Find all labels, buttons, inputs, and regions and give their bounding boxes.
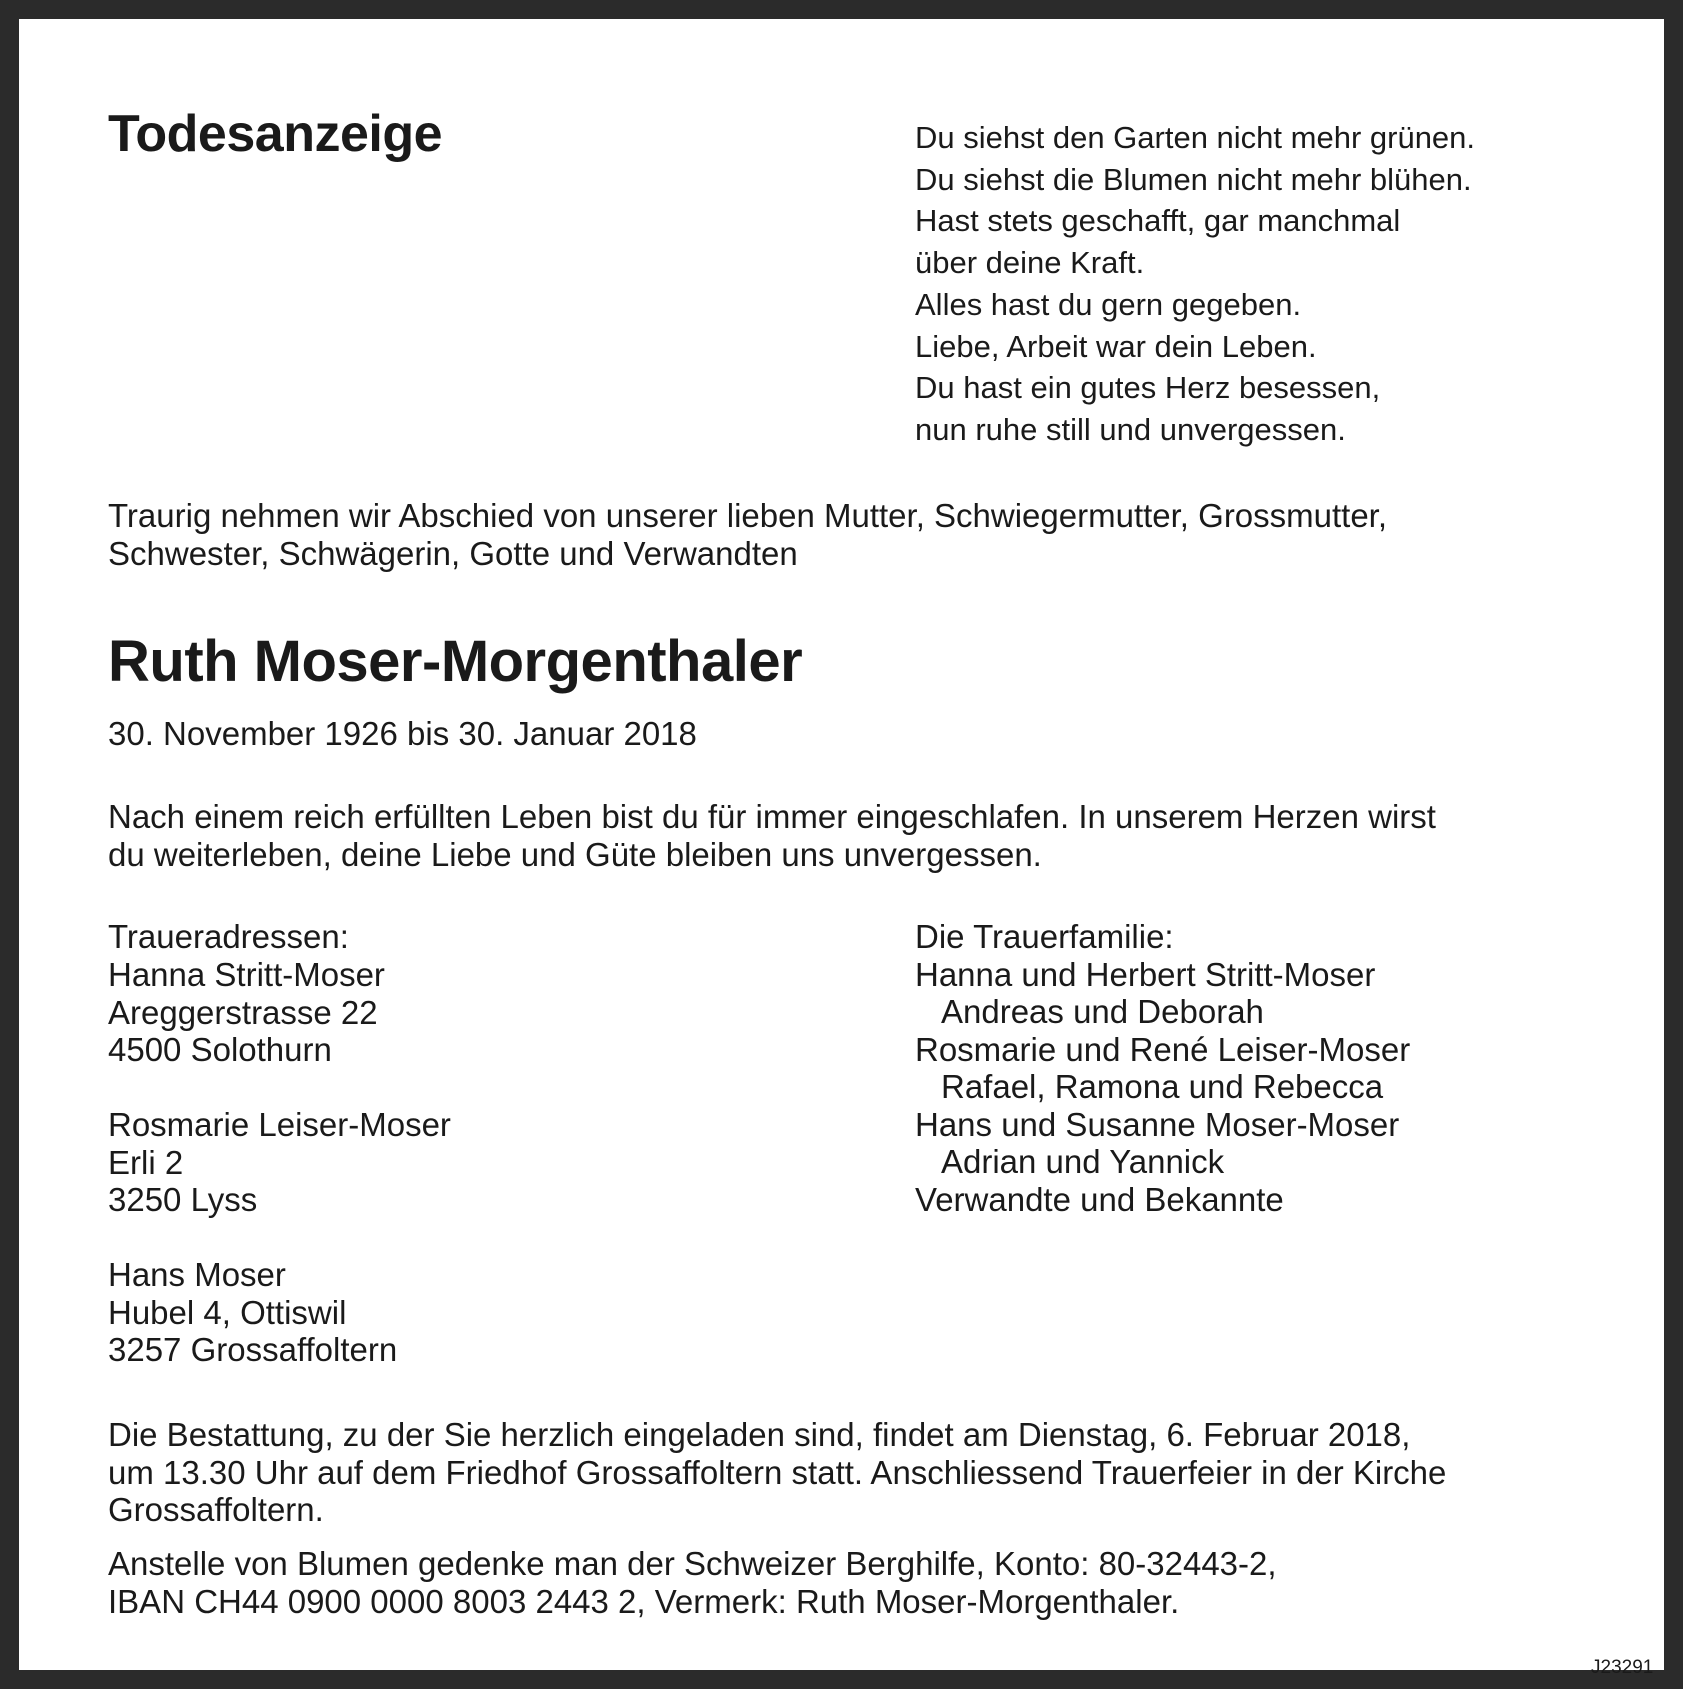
- address-line: Erli 2: [108, 1143, 184, 1181]
- address-line: 4500 Solothurn: [108, 1031, 332, 1068]
- tribute-line: Nach einem reich erfüllten Leben bist du für immer eingeschlafen. In unserem Herzen wirst: [108, 798, 1436, 835]
- funeral-line: um 13.30 Uhr auf dem Friedhof Grossaffoltern statt. Anschliessend Trauerfeier in der Kirche: [108, 1453, 1447, 1491]
- donation-line: IBAN CH44 0900 0000 8003 2443 2, Vermerk: Ruth Moser-Morgenthaler.: [108, 1582, 1180, 1620]
- poem-line: Hast stets geschafft, gar manchmal: [915, 203, 1401, 239]
- address-entry-1: [108, 956, 385, 1069]
- family-line: Adrian und Yannick: [941, 1143, 1225, 1180]
- page-title: Todesanzeige: [108, 105, 443, 163]
- family-line: Andreas und Deborah: [941, 993, 1264, 1030]
- funeral-notice: [108, 1416, 1446, 1529]
- addresses-label: [108, 918, 349, 956]
- address-line: Areggerstrasse 22: [108, 993, 378, 1031]
- poem-line: Du hast ein gutes Herz besessen,: [915, 370, 1381, 406]
- poem-line: Alles hast du gern gegeben.: [915, 286, 1302, 322]
- deceased-name: Ruth Moser-Morgenthaler: [108, 629, 803, 694]
- intro-line: Traurig nehmen wir Abschied von unserer lieben Mutter, Schwiegermutter, Grossmutter,: [108, 497, 1388, 534]
- intro-line: Schwester, Schwägerin, Gotte und Verwandten: [108, 534, 798, 572]
- poem-line: Du siehst die Blumen nicht mehr blühen.: [915, 161, 1472, 197]
- address-line: 3250 Lyss: [108, 1181, 258, 1218]
- family-line: Rafael, Ramona und Rebecca: [941, 1068, 1384, 1105]
- family-line: Rosmarie und René Leiser-Moser: [915, 1030, 1411, 1068]
- family-line: Hanna und Herbert Stritt-Moser: [915, 955, 1376, 993]
- tribute-text: [108, 798, 1436, 873]
- funeral-line: Grossaffoltern.: [108, 1491, 324, 1528]
- poem: [915, 117, 1475, 451]
- address-entry-3: [108, 1256, 397, 1369]
- life-dates: 30. November 1926 bis 30. Januar 2018: [108, 715, 697, 752]
- addresses-label-text: Traueradressen:: [108, 918, 349, 955]
- address-line: Hanna Stritt-Moser: [108, 956, 385, 993]
- donation-notice: [108, 1545, 1277, 1620]
- poem-line: Du siehst den Garten nicht mehr grünen.: [915, 120, 1476, 155]
- address-line: 3257 Grossaffoltern: [108, 1331, 398, 1368]
- family-line: Verwandte und Bekannte: [915, 1180, 1284, 1218]
- family-list: [915, 918, 1410, 1218]
- family-line: Hans und Susanne Moser-Moser: [915, 1105, 1400, 1143]
- address-line: Rosmarie Leiser-Moser: [108, 1106, 451, 1143]
- address-line: Hans Moser: [108, 1256, 286, 1293]
- intro-text: [108, 497, 1608, 572]
- tribute-line: du weiterleben, deine Liebe und Güte bleiben uns unvergessen.: [108, 835, 1042, 873]
- funeral-line: Die Bestattung, zu der Sie herzlich eingeladen sind, findet am Dienstag, 6. Februar 2018,: [108, 1416, 1411, 1453]
- donation-line: Anstelle von Blumen gedenke man der Schweizer Berghilfe, Konto: 80-32443-2,: [108, 1545, 1277, 1582]
- family-label: Die Trauerfamilie:: [915, 918, 1174, 955]
- address-entry-2: [108, 1106, 451, 1219]
- reference-code: J23291: [1591, 1657, 1654, 1678]
- poem-line: nun ruhe still und unvergessen.: [915, 411, 1346, 447]
- address-line: Hubel 4, Ottiswil: [108, 1293, 347, 1331]
- poem-line: über deine Kraft.: [915, 245, 1145, 281]
- poem-line: Liebe, Arbeit war dein Leben.: [915, 328, 1317, 364]
